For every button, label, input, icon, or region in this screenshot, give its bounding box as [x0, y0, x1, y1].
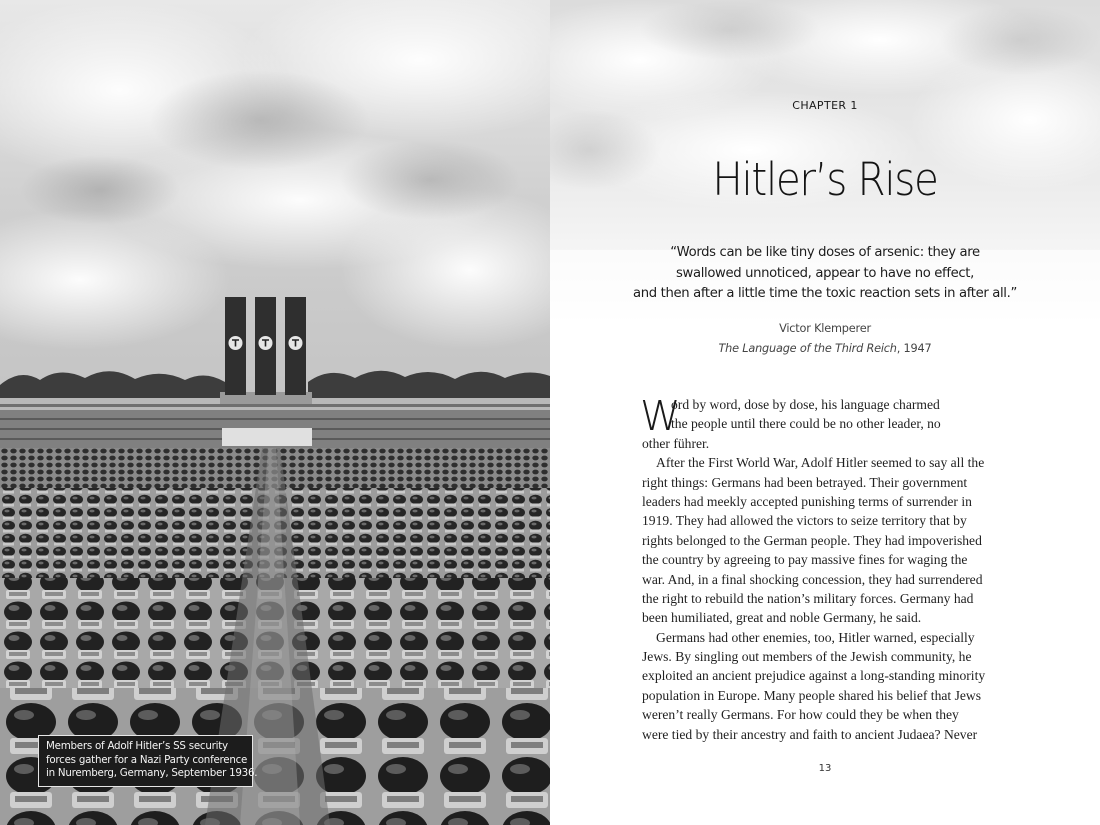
caption-line: in Nuremberg, Germany, September 1936.	[46, 767, 258, 779]
banner-center	[255, 297, 276, 395]
body-line: After the First World War, Adolf Hitler seemed to say all the	[656, 455, 985, 471]
body-line: weren’t really Germans. For how could they be when they	[642, 707, 959, 723]
epigraph-work-title: The Language of the Third Reich	[718, 342, 897, 355]
body-line: right things: Germans had been betrayed. Their government	[642, 474, 968, 490]
body-line: the right to rebuild the nation’s military forces. Germany had	[642, 590, 974, 606]
chapter-label: CHAPTER 1	[792, 99, 858, 112]
photo-caption	[38, 735, 258, 787]
body-line: were tied by their ancestry and faith to ancient Judaea? Never	[642, 726, 978, 742]
caption-line: Members of Adolf Hitler’s SS security	[46, 740, 228, 752]
body-line: the people until there could be no other leader, no	[671, 416, 941, 432]
body-line: been humiliated, great and noble Germany, he said.	[642, 610, 922, 626]
body-text	[640, 392, 1014, 744]
body-line: Germans had other enemies, too, Hitler warned, especially	[656, 629, 975, 645]
chapter-title: Hitler’s Rise	[712, 153, 938, 206]
epigraph-attribution	[550, 319, 1100, 359]
epigraph-line: and then after a little time the toxic reaction sets in after all.”	[633, 286, 1017, 301]
body-line: ord by word, dose by dose, his language charmed	[671, 397, 940, 412]
body-line: Jews. By singling out members of the Jewish community, he	[642, 649, 972, 665]
epigraph-year: , 1947	[896, 342, 932, 355]
body-line: exploited an ancient prejudice against a long-standing minority	[642, 668, 986, 684]
body-line: leaders had meekly accepted punishing terms of surrender in	[642, 493, 972, 509]
drop-cap: W	[640, 392, 681, 440]
page-number: 13	[818, 763, 832, 774]
text-page	[550, 0, 1100, 825]
banner-right	[285, 297, 306, 395]
body-line: 1919. They had allowed the victors to seize territory that by	[642, 513, 967, 529]
epigraph-source	[550, 339, 1100, 359]
body-line: population in Europe. Many people shared his belief that Jews	[642, 687, 982, 703]
epigraph-quote	[610, 243, 1040, 305]
caption-line: forces gather for a Nazi Party conference	[46, 753, 248, 766]
banner-left	[225, 297, 246, 395]
epigraph-line: “Words can be like tiny doses of arsenic: they are	[670, 245, 980, 260]
body-line: rights belonged to the German people. They had impoverished	[642, 532, 982, 548]
body-line: other führer.	[642, 435, 710, 451]
epigraph-line: swallowed unnoticed, appear to have no effect,	[676, 265, 974, 281]
body-line: war. And, in a final shocking concession, they had surrendered	[642, 571, 983, 587]
body-line: the country by agreeing to pay massive fines for waging the	[642, 552, 968, 568]
epigraph-author: Victor Klemperer	[779, 322, 871, 335]
